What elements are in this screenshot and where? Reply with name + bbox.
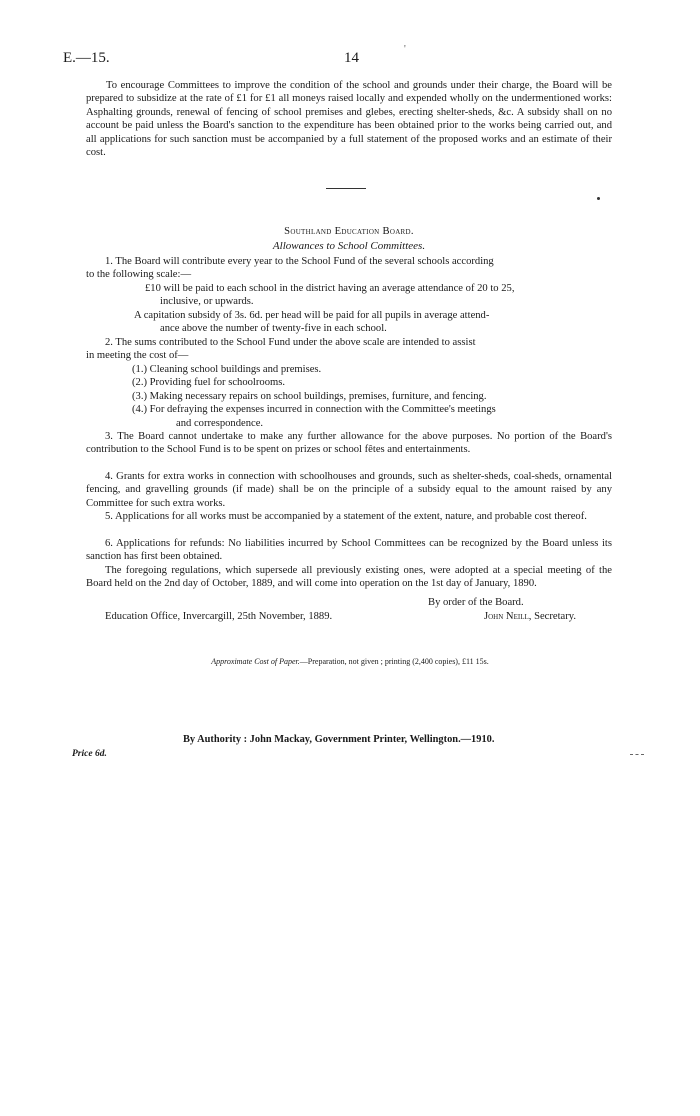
rule-1-line-1: 1. The Board will contribute every year to the School Fund of the several schools according [105, 256, 494, 267]
rule-3: 3. The Board cannot undertake to make any further allowance for the above purposes. No portion of the Board's contribution to the School Fund is to be spent on prizes or school fêtes and entertainments. [86, 431, 612, 456]
rule-6: 6. Applications for refunds: No liabilities incurred by School Committees can be recognized by the Board unless its sanction has first been obtained. [86, 538, 612, 563]
cost-item-2: (2.) Providing fuel for schoolrooms. [132, 377, 285, 388]
office-date-line: Education Office, Invercargill, 25th November, 1889. [105, 611, 333, 622]
cost-item-1: (1.) Cleaning school buildings and premises. [132, 364, 322, 375]
cost-label: Approximate Cost of Paper. [211, 657, 300, 666]
rule-2-line-1: 2. The sums contributed to the School Fund under the above scale are intended to assist [105, 337, 476, 348]
by-order-line: By order of the Board. [428, 597, 524, 608]
cost-text: —Preparation, not given ; printing (2,400 copies), £11 15s. [299, 657, 489, 666]
rule-2-line-2: in meeting the cost of— [86, 350, 189, 361]
board-title: Southland Education Board. [284, 226, 414, 237]
rule-5: 5. Applications for all works must be accompanied by a statement of the extent, nature, and probable cost thereof. [105, 511, 587, 522]
stray-mark: ' [404, 44, 406, 55]
cost-of-paper-note [150, 657, 550, 666]
rule-4: 4. Grants for extra works in connection with schoolhouses and grounds, such as shelter-sheds, coal-sheds, ornamental fencing, and gravelling grounds (if made) shall be on the principle of a subsidy equal to the amount raised by any Committee for such extra works. [86, 471, 612, 509]
secretary-signature [484, 611, 576, 622]
page-number: 14 [344, 50, 359, 66]
stray-dot [597, 197, 600, 200]
cost-item-4-line-1: (4.) For defraying the expenses incurred in connection with the Committee's meetings [132, 404, 496, 415]
cost-item-4-line-2: and correspondence. [176, 418, 264, 429]
secretary-title: Secretary. [534, 611, 577, 622]
price-label: Price 6d. [72, 749, 107, 759]
rule-1-line-2: to the following scale:— [86, 269, 192, 280]
secretary-name: John Neill, [484, 611, 532, 622]
scale-item-1-line-2: inclusive, or upwards. [160, 296, 254, 307]
section-divider [326, 188, 366, 189]
cost-item-3: (3.) Making necessary repairs on school buildings, premises, furniture, and fencing. [132, 391, 487, 402]
corner-mark [630, 754, 644, 755]
section-subtitle: Allowances to School Committees. [272, 240, 426, 252]
closing-paragraph: The foregoing regulations, which supersede all previously existing ones, were adopted at a special meeting of the Board held on the 2nd day of October, 1889, and will come into operation on the 1st day of January, 1890. [86, 565, 612, 590]
report-reference: E.—15. [63, 50, 110, 66]
printer-authority-line: By Authority : John Mackay, Government Printer, Wellington.—1910. [183, 734, 495, 745]
scale-item-2-line-1: A capitation subsidy of 3s. 6d. per head will be paid for all pupils in average attend- [134, 310, 490, 321]
scale-item-1-line-1: £10 will be paid to each school in the district having an average attendance of 20 to 25, [145, 283, 515, 294]
committee-paragraph: To encourage Committees to improve the condition of the school and grounds under their charge, the Board will be prepared to subsidize at the rate of £1 for £1 all moneys raised locally and expended wholly on the undermentioned works: Asphalting grounds, renewal of fencing of school premises and glebes, erecting shelter-sheds, &c. A subsidy shall on no account be paid unless the Board's sanction to the expenditure has been obtained prior to the works being carried out, and all applications for such sanction must be accompanied by a full statement of the proposed works and an estimate of their cost. [86, 80, 612, 159]
scale-item-2-line-2: ance above the number of twenty-five in each school. [160, 323, 387, 334]
